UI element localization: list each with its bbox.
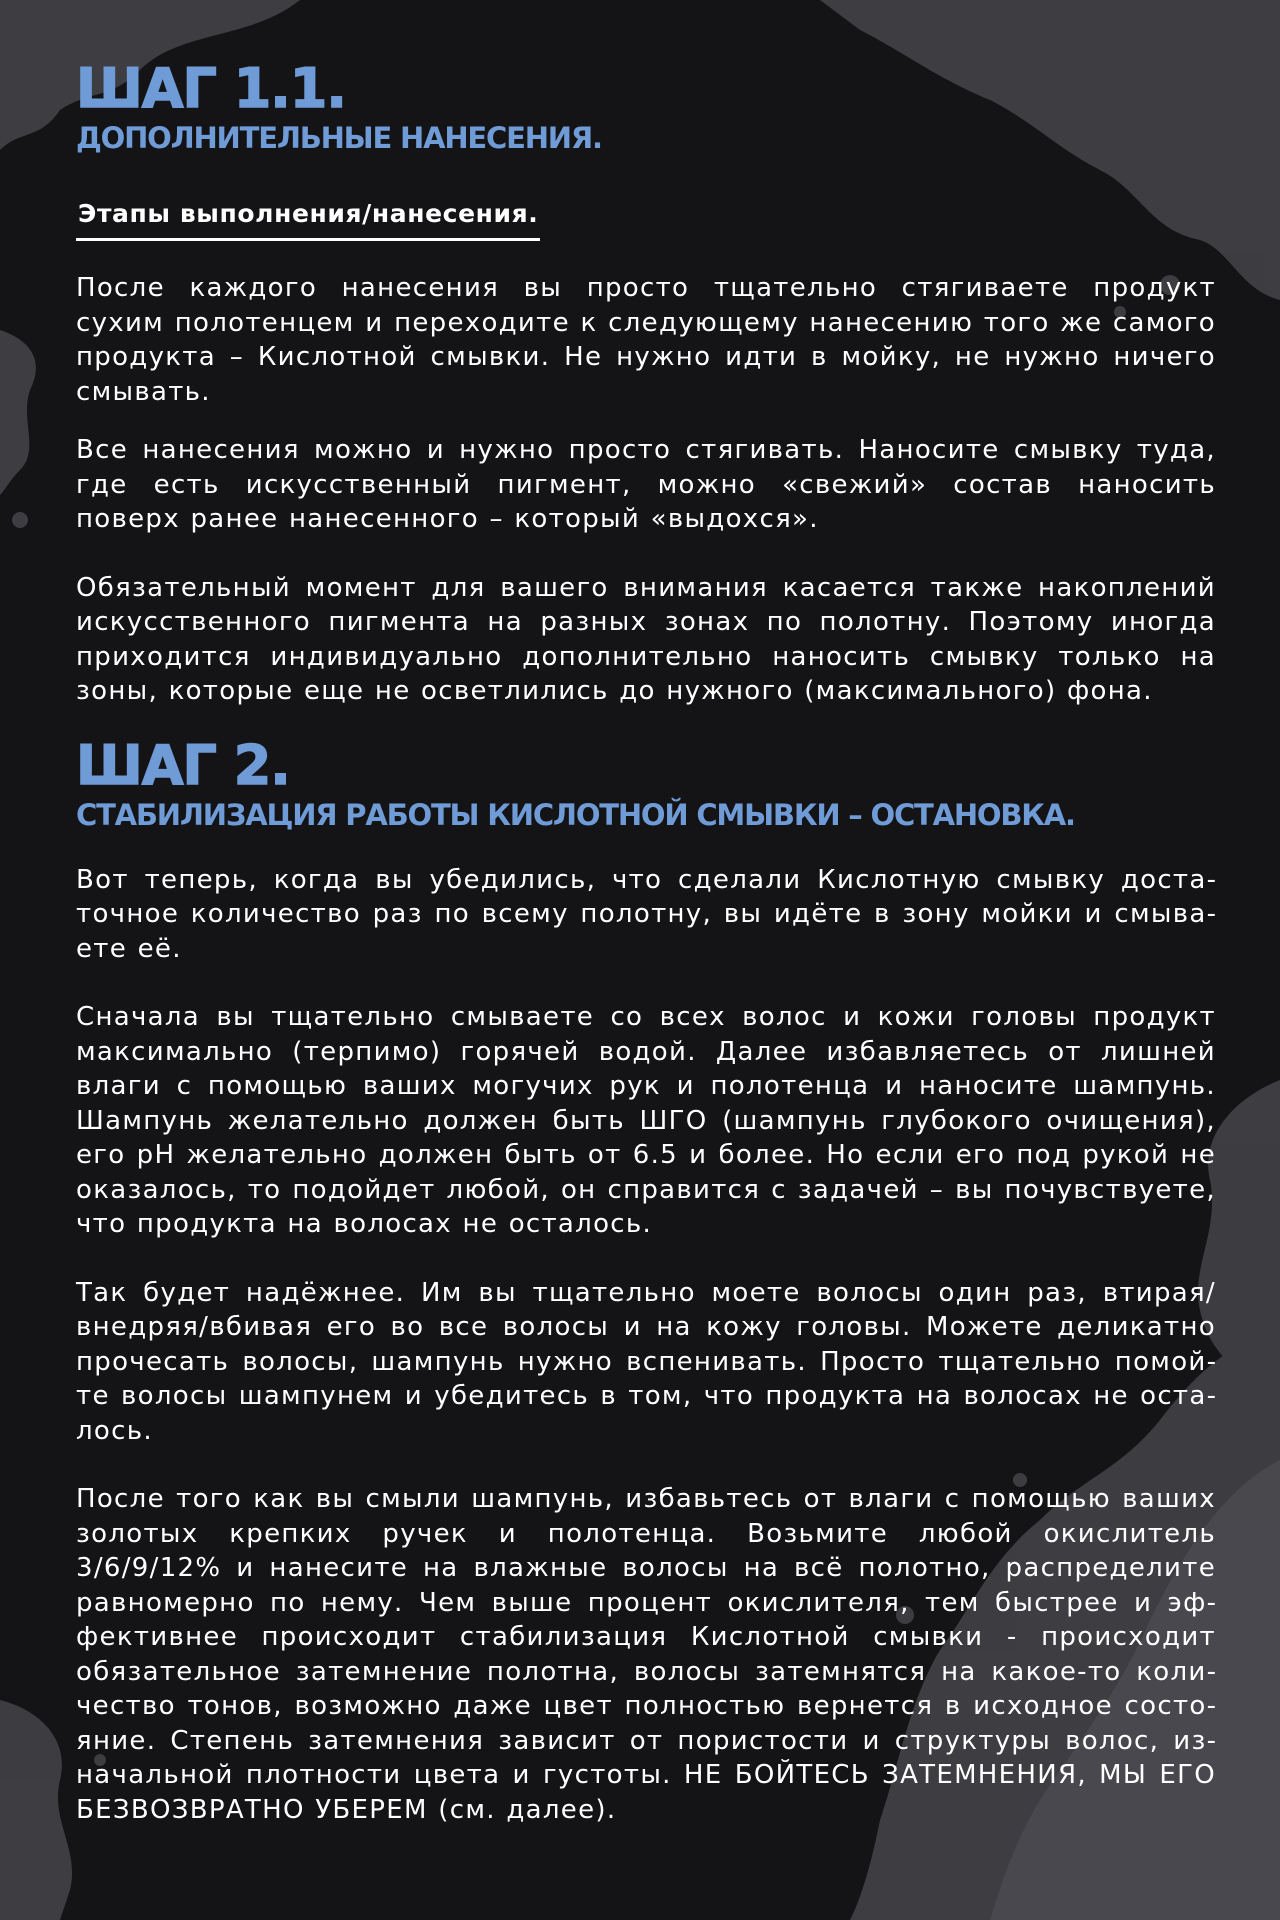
document-content [76,58,1216,1827]
step-1-1-paragraph: Обязательный момент для вашего внимания касается также накоплений искусственного пигмента на разных зонах по полотну. Поэтому иногда приходится индивидуально дополнительно наносить смывку только на зоны, которые еще не осветлились до нужного (максимального) фона. [76,572,1216,706]
step-2-paragraph: После того как вы смыли шампунь, избавьтесь от влаги с помощью ваших золотых крепких ручек и полотенца. Возьмите любой окислитель 3/6/9/12% и нанесите на влажные волосы на всё полотно, распределите равномерно по нему. Чем выше процент окислителя, тем быстрее и эффективнее происходит стабилизация Кислотной смывки - происходит обязательное затемнение полотна, волосы затемнятся на какое-то количество тонов, возможно даже цвет полностью вернется в исходное состояние. Степень затемнения зависит от пористости и структуры волос, изначальной плотности цвета и густоты. НЕ БОЙТЕСЬ ЗАТЕМНЕНИЯ, МЫ ЕГО БЕЗВОЗВРАТНО УБЕРЕМ (см. далее). [76,1484,1216,1825]
step-2-subtitle: СТАБИЛИЗАЦИЯ РАБОТЫ КИСЛОТНОЙ СМЫВКИ – ОСТАНОВКА. [76,797,1075,832]
step-1-1-paragraph: После каждого нанесения вы просто тщательно стягиваете продукт сухим полотенцем и переходите к следующему нанесению того же самого продукта – Кислотной смывки. Не нужно идти в мойку, не нужно ничего смывать. [76,273,1216,407]
splash-left-middle [0,330,36,495]
stages-label: Этапы выполнения/нанесения. [76,198,540,241]
step-1-1-section [76,58,1216,709]
step-1-1-subtitle: ДОПОЛНИТЕЛЬНЫЕ НАНЕСЕНИЯ. [76,121,602,155]
step-2-title: ШАГ 2. [76,733,290,797]
step-1-1-paragraph: Все нанесения можно и нужно просто стягивать. Наносите смывку туда, где есть искусственный пигмент, можно «свежий» состав наносить поверх ранее нанесенного – который «выдохся». [76,435,1216,534]
step-1-1-title: ШАГ 1.1. [76,57,346,120]
step-2-paragraph: Сначала вы тщательно смываете со всех волос и кожи головы продукт максимально (терпимо) горячей водой. Далее избавляетесь от лишней влаги с помощью ваших могучих рук и полотенца и наносите шампунь. Шампунь желательно должен быть ШГО (шампунь глубокого очищения), его pH желательно должен быть от 6.5 и более. Но если его под рукой не оказалось, то подойдет любой, он справится с задачей – вы почувствуете, что продукта на волосах не осталось. [76,1002,1216,1239]
step-2-section [76,735,1216,1828]
splash-bottom-left [0,1700,72,1920]
step-2-paragraph: Так будет надёжнее. Им вы тщательно моете волосы один раз, втирая/ внедряя/вбивая его во все волосы и на кожу головы. Можете деликатно прочесать волосы, шампунь нужно вспенивать. Просто тщательно помойте волосы шампунем и убедитесь в том, что продукта на волосах не осталось. [76,1277,1216,1446]
step-2-paragraph: Вот теперь, когда вы убедились, что сделали Кислотную смывку достаточное количество раз по всему полотну, вы идёте в зону мойки и смываете её. [76,864,1216,964]
